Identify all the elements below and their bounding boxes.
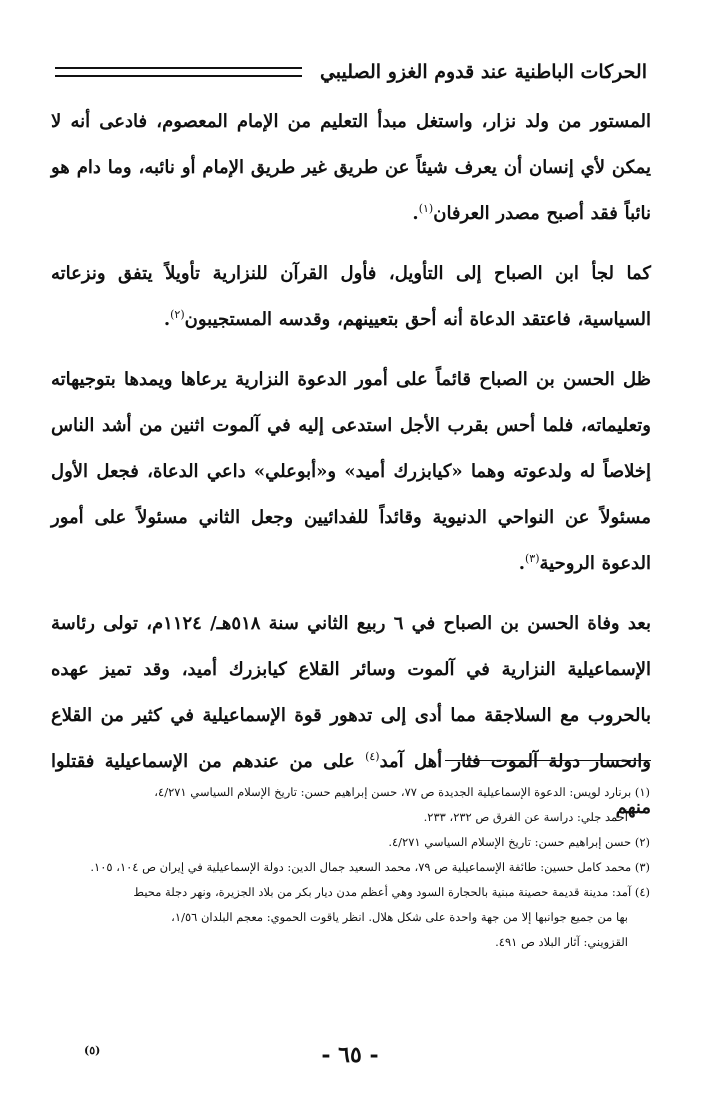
header-title: الحركات الباطنية عند قدوم الغزو الصليبي [319, 61, 647, 83]
paragraph-2-text: كما لجأ ابن الصباح إلى التأويل، فأول القرآن للنزارية تأويلاً يتفق ونزعاته السياسية، فاعتقد الدعاة أنه أحق بتعيينهم، وقدسه المستجيبون [51, 263, 651, 330]
header-double-rule [55, 67, 302, 77]
paragraph-4-text: بعد وفاة الحسن بن الصباح في ٦ ربيع الثاني سنة ٥١٨هـ/ ١١٢٤م، تولى رئاسة الإسماعيلية النزارية في آلموت وسائر القلاع كيابزرك أميد، وقد تميز عهده بالحروب مع السلاجقة مما أدى إلى تدهور قوة الإسماعيلية في كثير من القلاع وانحسار دولة آلموت فثار أهل آمد [51, 613, 652, 772]
footnote-reference-2: (٢) [170, 308, 185, 321]
footnote-4 [52, 880, 650, 955]
page-number: - ٦٥ - [321, 1042, 379, 1068]
footnote-separator [445, 760, 651, 761]
footnote-reference-1: (١) [418, 202, 434, 215]
signature-mark: (٥) [84, 1044, 101, 1057]
paragraph-1-text: المستور من ولد نزار، واستغل مبدأ التعليم من الإمام المعصوم، فادعى أنه لا يمكن لأي إنسان أن يعرف شيئاً عن طريق غير طريق الإمام أو نائبه، وما دام هو نائباً فقد أصبح مصدر العرفان [51, 111, 651, 224]
paragraph-3-text: ظل الحسن بن الصباح قائماً على أمور الدعوة النزارية يرعاها ويمدها بتوجيهاته وتعليماته، فلما أحس بقرب الأجل استدعى إليه في آلموت اثنين من أشد الناس إخلاصاً له ولدعوته وهما «كيابزرك أميد» و«أبوعلي» داعي الدعاة، فجعل الأول مسئولاً عن النواحي الدنيوية وقائداً للفدائيين وجعل الثاني مسئولاً على أمور الدعوة الروحية [51, 369, 651, 574]
paragraph-3 [51, 357, 651, 587]
footnote-4-line-2: بها من جميع جوانبها إلا من جهة واحدة على شكل هلال. انظر ياقوت الحموي: معجم البلدان ١/٥٦، [171, 910, 628, 924]
footnote-3-line-1: (٣) محمد كامل حسين: طائفة الإسماعيلية ص ٧٩، محمد السعيد جمال الدين: دولة الإسماعيلية في إيران ص ١٠٤، ١٠٥. [90, 860, 650, 874]
paragraph-2 [51, 251, 651, 343]
main-text [51, 99, 651, 831]
paragraph-1-punctuation: . [412, 203, 419, 224]
footnote-2-line-1: (٢) حسن إبراهيم حسن: تاريخ الإسلام السياسي ٤/٢٧١. [388, 835, 650, 849]
footnote-reference-3: (٣) [524, 552, 540, 565]
paragraph-4-continuation: على من عندهم من الإسماعيلية فقتلوا منهم [51, 751, 651, 818]
footnote-reference-4: (٤) [365, 750, 380, 763]
paragraph-3-punctuation: . [518, 553, 525, 574]
footnotes [52, 780, 650, 955]
paragraph-2-punctuation: . [163, 309, 171, 330]
footnote-2 [52, 830, 650, 855]
footnote-1-line-1: (١) برنارد لويس: الدعوة الإسماعيلية الجديدة ص ٧٧، حسن إبراهيم حسن: تاريخ الإسلام السياسي ٤/٢٧١، [154, 785, 650, 799]
footnote-3 [52, 855, 650, 880]
paragraph-1 [51, 99, 651, 237]
footnote-1-line-2: أحمد جلي: دراسة عن الفرق ص ٢٣٢، ٢٣٣. [423, 810, 628, 824]
footnote-4-line-1: (٤) آمد: مدينة قديمة حصينة مبنية بالحجارة السود وهي أعظم مدن ديار بكر من بلاد الجزيرة، ونهر دجلة محيط [133, 885, 650, 899]
footnote-4-line-3: القزويني: آثار البلاد ص ٤٩١. [495, 935, 628, 949]
running-header [55, 54, 647, 90]
footnote-1 [52, 780, 650, 830]
